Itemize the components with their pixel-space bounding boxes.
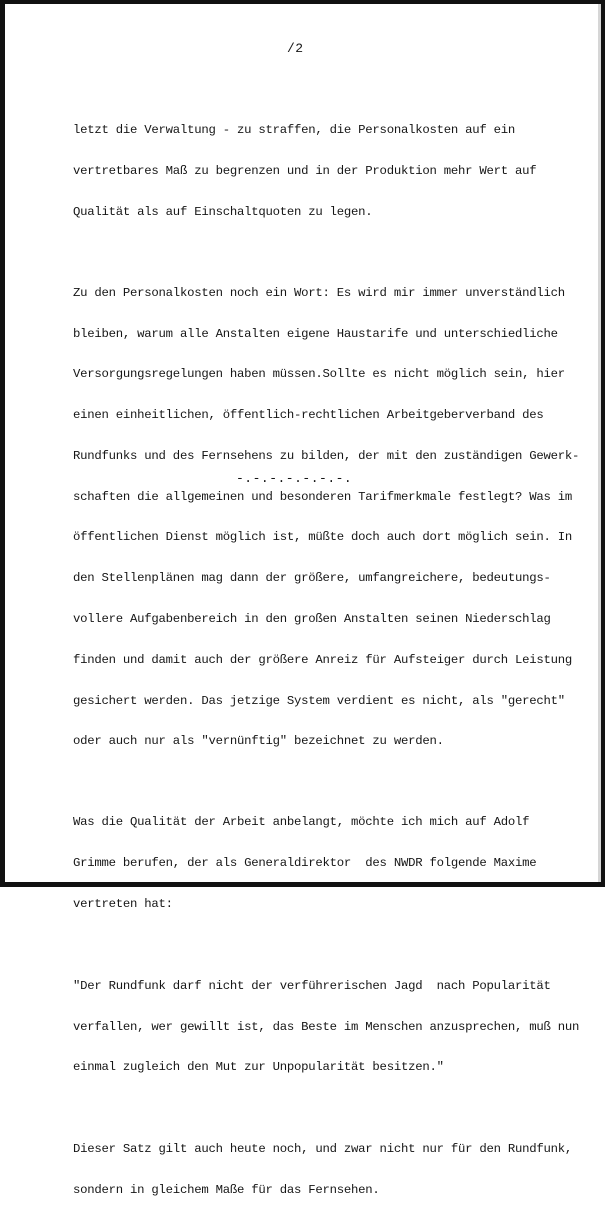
page-number: /2	[287, 41, 304, 56]
text-line: vollere Aufgabenbereich in den großen Anstalten seinen Niederschlag	[73, 611, 551, 626]
text-line: vertreten hat:	[73, 896, 173, 911]
text-line: gesichert werden. Das jetzige System verdient es nicht, als "gerecht"	[73, 693, 565, 708]
document-body	[73, 97, 593, 1225]
text-line: den Stellenplänen mag dann der größere, umfangreichere, bedeutungs-	[73, 571, 551, 586]
text-line: Was die Qualität der Arbeit anbelangt, möchte ich mich auf Adolf	[73, 815, 530, 830]
text-line: verfallen, wer gewillt ist, das Beste im Menschen anzusprechen, muß nun	[73, 1019, 580, 1034]
paragraph-verwaltung	[73, 97, 593, 247]
text-line: Zu den Personalkosten noch ein Wort: Es wird mir immer unverständlich	[73, 285, 565, 300]
text-line: "Der Rundfunk darf nicht der verführerischen Jagd nach Popularität	[73, 978, 551, 993]
text-line: Qualität als auf Einschaltquoten zu legen.	[73, 204, 373, 219]
text-line: Rundfunks und des Fernsehens zu bilden, der mit den zuständigen Gewerk-	[73, 448, 580, 463]
text-line: finden und damit auch der größere Anreiz für Aufsteiger durch Leistung	[73, 652, 573, 667]
paragraph-personalkosten	[73, 260, 593, 777]
paragraph-fernsehen	[73, 1116, 593, 1225]
text-line: schaften die allgemeinen und besonderen Tarifmerkmale festlegt? Was im	[73, 489, 573, 504]
text-line: letzt die Verwaltung - zu straffen, die Personalkosten auf ein	[73, 123, 516, 138]
section-divider: -.-.-.-.-.-.-.	[236, 471, 353, 486]
text-line: sondern in gleichem Maße für das Fernsehen.	[73, 1183, 380, 1198]
text-line: oder auch nur als "vernünftig" bezeichnet zu werden.	[73, 734, 444, 749]
text-line: öffentlichen Dienst möglich ist, müßte doch auch dort möglich sein. In	[73, 530, 573, 545]
text-line: Dieser Satz gilt auch heute noch, und zwar nicht nur für den Rundfunk,	[73, 1142, 573, 1157]
paragraph-quote-grimme	[73, 953, 593, 1103]
text-line: einmal zugleich den Mut zur Unpopularität besitzen."	[73, 1060, 444, 1075]
paragraph-qualitaet	[73, 789, 593, 939]
page-edge-shadow	[598, 4, 601, 882]
text-line: Versorgungsregelungen haben müssen.Sollte es nicht möglich sein, hier	[73, 367, 565, 382]
text-line: bleiben, warum alle Anstalten eigene Haustarife und unterschiedliche	[73, 326, 558, 341]
text-line: Grimme berufen, der als Generaldirektor des NWDR folgende Maxime	[73, 856, 537, 871]
text-line: einen einheitlichen, öffentlich-rechtlichen Arbeitgeberverband des	[73, 408, 544, 423]
text-line: vertretbares Maß zu begrenzen und in der Produktion mehr Wert auf	[73, 163, 537, 178]
